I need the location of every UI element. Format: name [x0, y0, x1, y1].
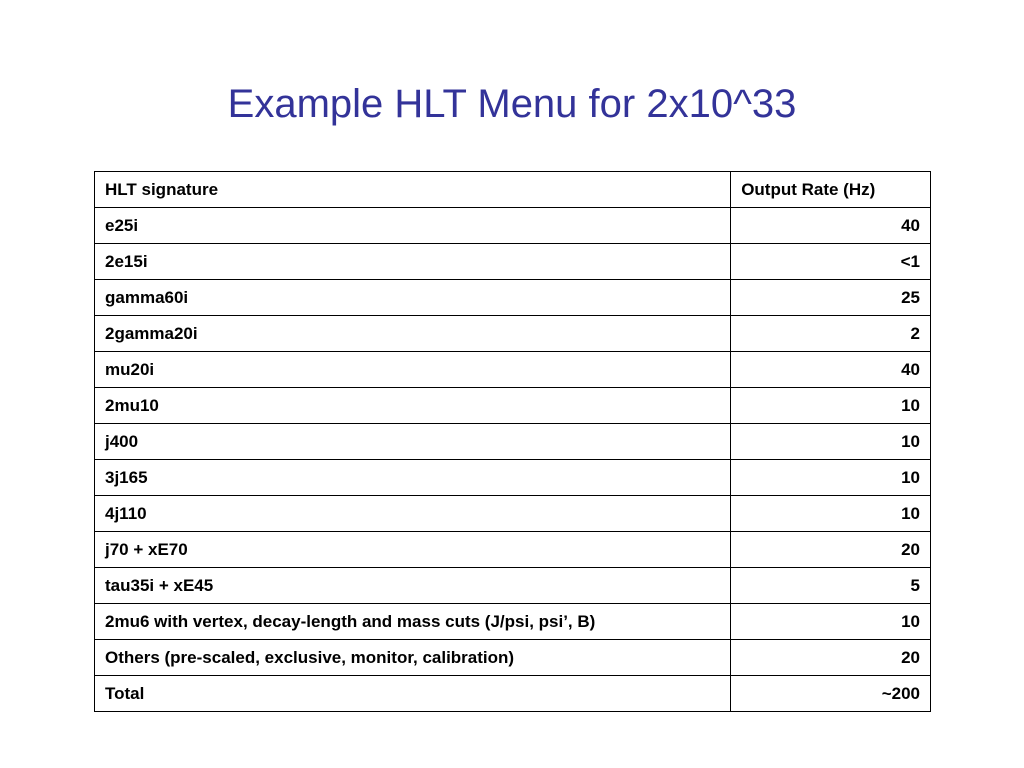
rate-cell: 2	[731, 316, 931, 352]
rate-cell: 10	[731, 388, 931, 424]
signature-cell: mu20i	[95, 352, 731, 388]
signature-cell: e25i	[95, 208, 731, 244]
table-body	[95, 208, 931, 712]
signature-cell: 2e15i	[95, 244, 731, 280]
rate-cell: <1	[731, 244, 931, 280]
table-row	[95, 280, 931, 316]
table-row	[95, 460, 931, 496]
table-row	[95, 208, 931, 244]
signature-cell: 3j165	[95, 460, 731, 496]
table-row	[95, 352, 931, 388]
table-row	[95, 532, 931, 568]
rate-cell: 20	[731, 640, 931, 676]
signature-cell: 4j110	[95, 496, 731, 532]
hlt-menu-table	[94, 171, 931, 712]
table-row	[95, 568, 931, 604]
signature-cell: Others (pre-scaled, exclusive, monitor, calibration)	[95, 640, 731, 676]
slide-title: Example HLT Menu for 2x10^33	[227, 82, 797, 126]
rate-cell: 20	[731, 532, 931, 568]
header-hlt-signature: HLT signature	[95, 172, 731, 208]
signature-cell: Total	[95, 676, 731, 712]
table-row	[95, 244, 931, 280]
signature-cell: j70 + xE70	[95, 532, 731, 568]
signature-cell: 2gamma20i	[95, 316, 731, 352]
rate-cell: 10	[731, 460, 931, 496]
rate-cell: 40	[731, 208, 931, 244]
table-row	[95, 496, 931, 532]
table-row-total	[95, 676, 931, 712]
table-row	[95, 604, 931, 640]
signature-cell: tau35i + xE45	[95, 568, 731, 604]
table-header-row	[95, 172, 931, 208]
signature-cell: j400	[95, 424, 731, 460]
rate-cell: 10	[731, 496, 931, 532]
signature-cell: gamma60i	[95, 280, 731, 316]
rate-cell: 10	[731, 604, 931, 640]
table-row	[95, 316, 931, 352]
signature-cell: 2mu6 with vertex, decay-length and mass cuts (J/psi, psi’, B)	[95, 604, 731, 640]
table-row	[95, 640, 931, 676]
rate-cell: 5	[731, 568, 931, 604]
rate-cell: 10	[731, 424, 931, 460]
table-row	[95, 388, 931, 424]
header-output-rate: Output Rate (Hz)	[731, 172, 931, 208]
rate-cell: ~200	[731, 676, 931, 712]
table-row	[95, 424, 931, 460]
signature-cell: 2mu10	[95, 388, 731, 424]
rate-cell: 40	[731, 352, 931, 388]
rate-cell: 25	[731, 280, 931, 316]
